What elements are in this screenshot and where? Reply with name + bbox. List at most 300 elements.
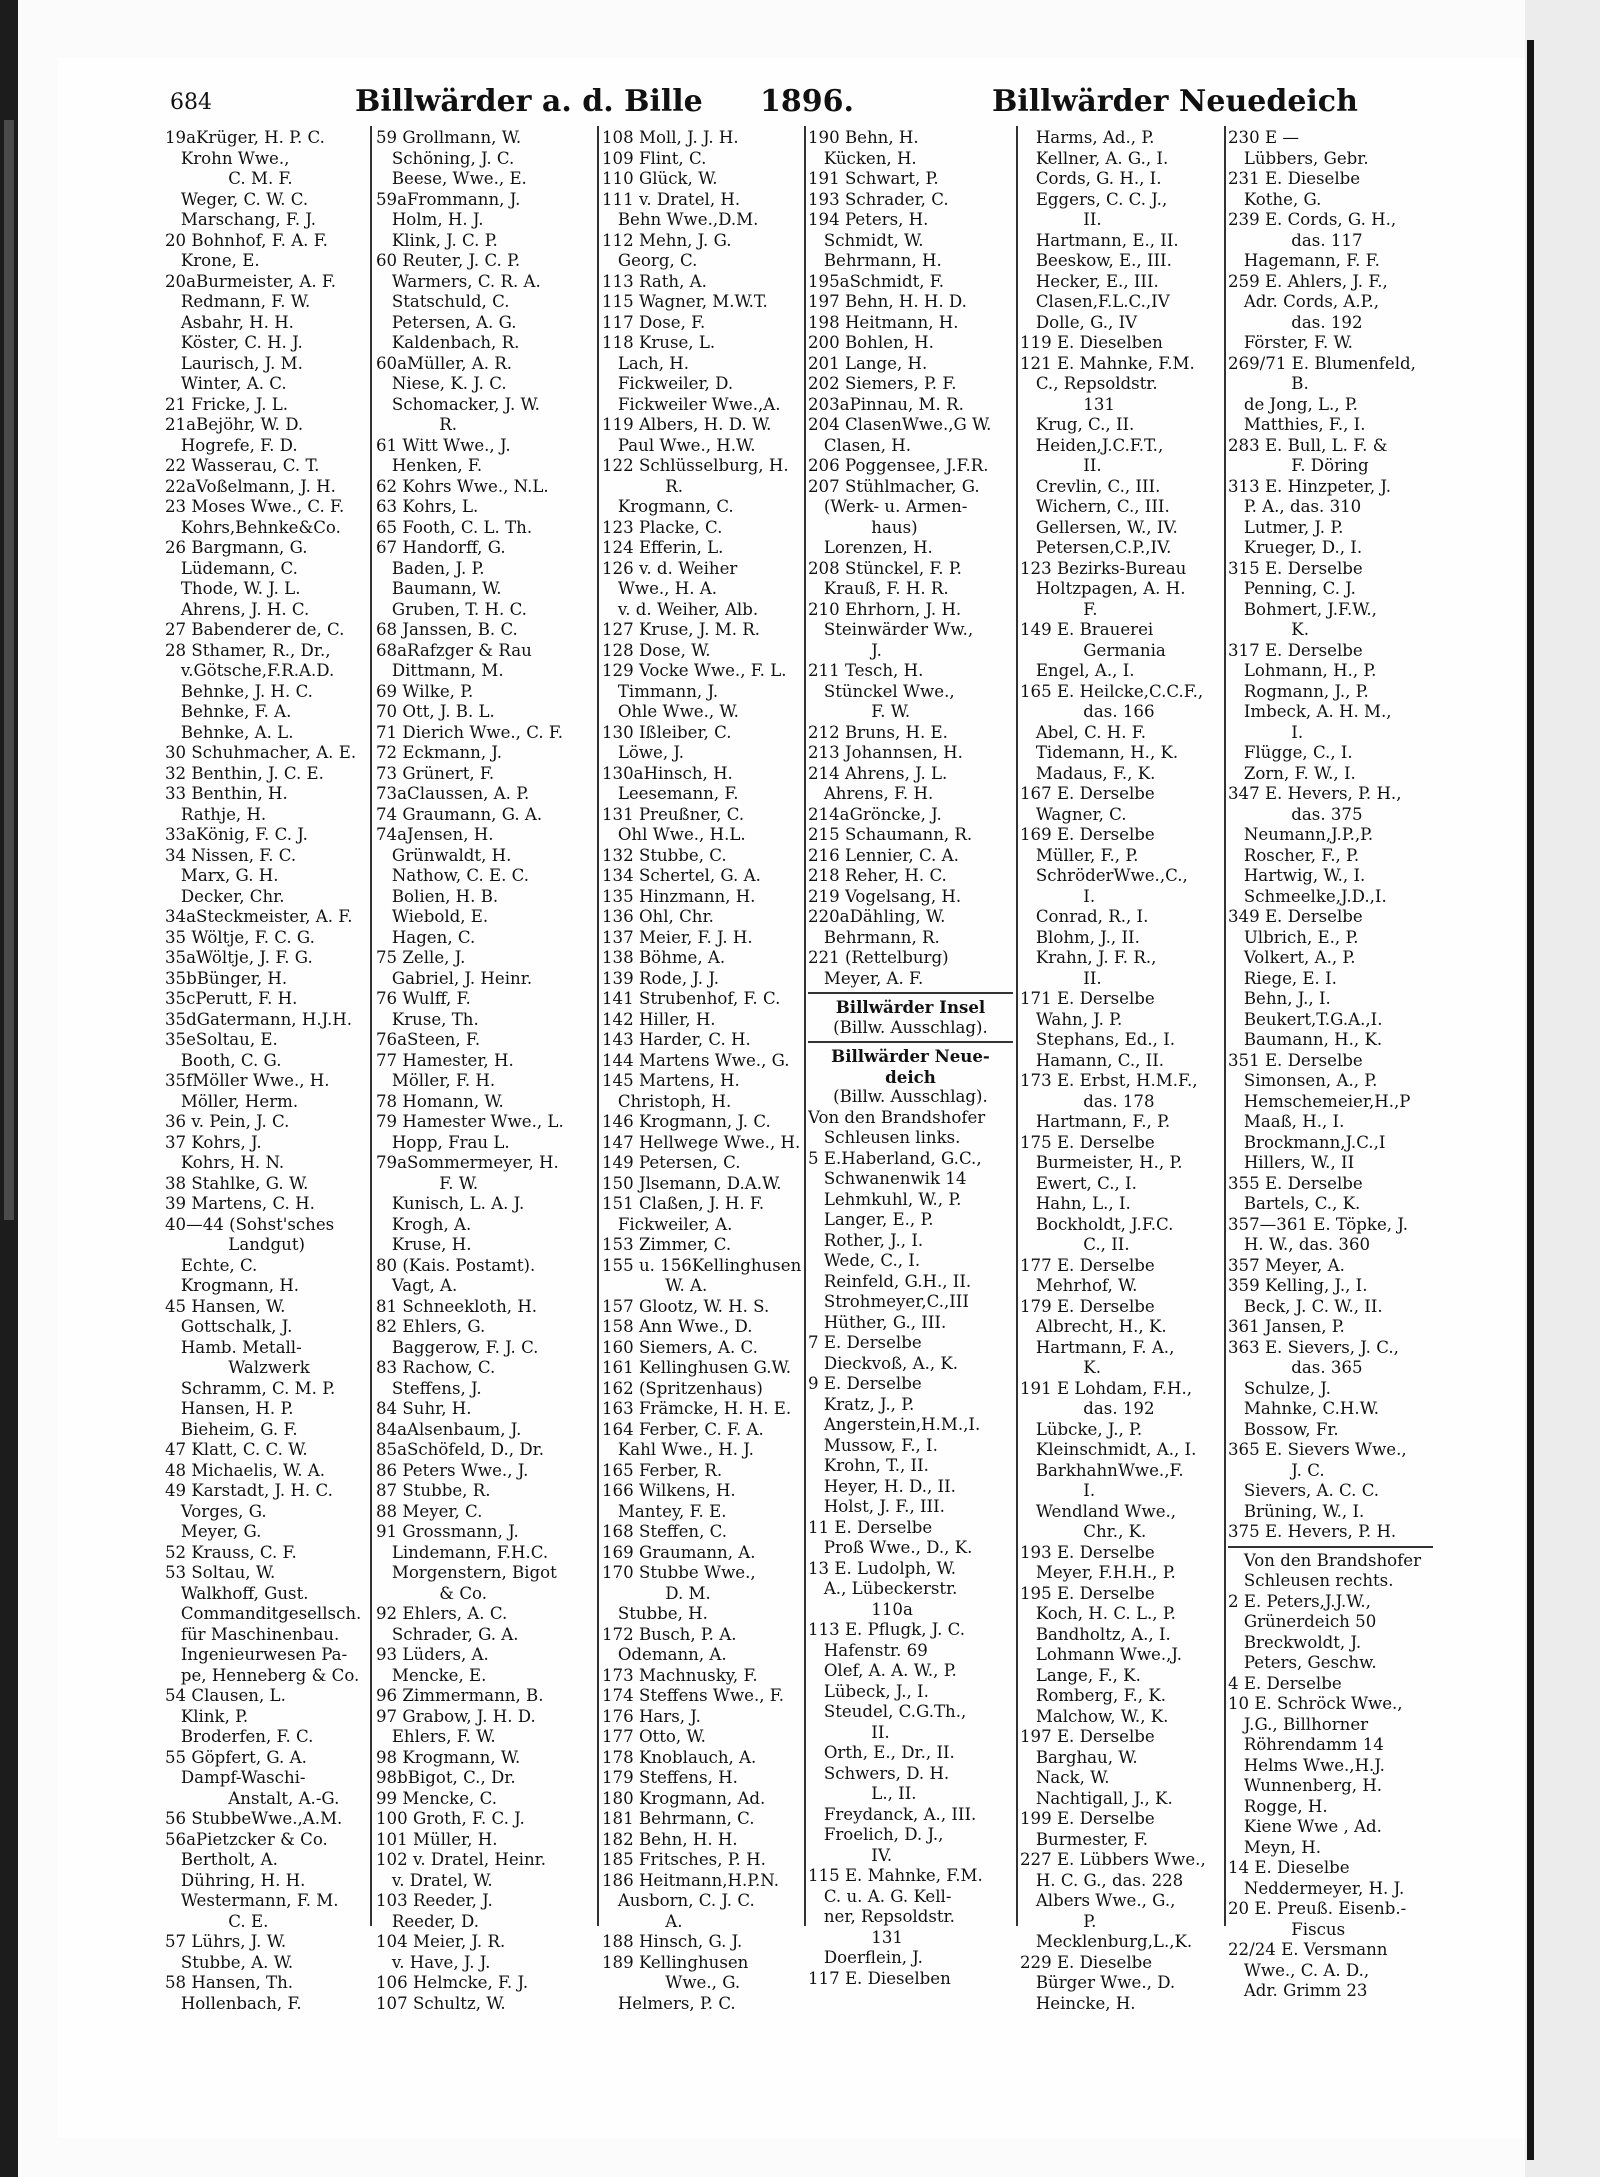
directory-entry: 160 Siemers, A. C. — [602, 1337, 758, 1357]
section-rule — [1228, 1546, 1433, 1548]
directory-entry: Bertholt, A. — [165, 1850, 278, 1869]
column-divider — [597, 126, 599, 1926]
directory-entry: 131 — [808, 1927, 903, 1947]
directory-entry: Proß Wwe., D., K. — [808, 1538, 973, 1557]
directory-entry: 161 Kellinghusen G.W. — [602, 1358, 791, 1377]
directory-entry: Wwe., H. A. — [602, 579, 718, 598]
directory-entry: 122 Schlüsselburg, H. — [602, 456, 789, 475]
directory-entry: 201 Lange, H. — [808, 353, 928, 373]
directory-entry: Hüther, G., III. — [808, 1312, 947, 1332]
directory-entry: Löwe, J. — [602, 743, 685, 762]
directory-entry: 185 Fritsches, P. H. — [602, 1850, 766, 1869]
directory-entry: Hansen, H. P. — [165, 1399, 294, 1418]
directory-entry: 22/24 E. Versmann — [1228, 1940, 1388, 1959]
directory-entry: 173 E. Erbst, H.M.F., — [1020, 1071, 1198, 1090]
directory-entry: 118 Kruse, L. — [602, 333, 716, 352]
directory-entry: Kruse, Th. — [376, 1009, 479, 1029]
directory-entry: Marx, G. H. — [165, 866, 279, 885]
directory-entry: 69 Wilke, P. — [376, 681, 474, 701]
directory-entry: Roscher, F., P. — [1228, 845, 1360, 865]
directory-entry: Reinfeld, G.H., II. — [808, 1271, 972, 1291]
directory-entry: Wwe., C. A. D., — [1228, 1960, 1370, 1980]
directory-entry: Hartwig, W., I. — [1228, 866, 1366, 885]
section-subtitle: (Billw. Ausschlag). — [833, 1087, 988, 1106]
directory-entry: Gottschalk, J. — [165, 1317, 293, 1336]
directory-entry: Baumann, H., K. — [1228, 1030, 1383, 1049]
directory-entry: 153 Zimmer, C. — [602, 1235, 732, 1254]
directory-entry: Commanditgesellsch. — [165, 1604, 362, 1623]
directory-entry: Mencke, E. — [376, 1665, 487, 1685]
directory-entry: Ohle Wwe., W. — [602, 702, 739, 721]
directory-entry: Grünwaldt, H. — [376, 845, 512, 865]
directory-entry: 98 Krogmann, W. — [376, 1747, 521, 1767]
directory-entry: W. A. — [602, 1276, 708, 1295]
directory-entry: Kratz, J., P. — [808, 1394, 915, 1414]
directory-entry: Meyer, A. F. — [808, 968, 924, 988]
directory-entry: Stünckel Wwe., — [808, 681, 955, 701]
directory-entry: Behn Wwe.,D.M. — [602, 210, 759, 229]
directory-entry: 210 Ehrhorn, J. H. — [808, 599, 962, 619]
directory-entry: Holst, J. F., III. — [808, 1497, 945, 1516]
directory-entry: II. — [1020, 210, 1102, 229]
directory-entry: 35aWöltje, J. F. G. — [165, 948, 313, 967]
directory-entry: 123 Placke, C. — [602, 517, 723, 537]
directory-entry: Ahrens, J. H. C. — [165, 599, 310, 619]
directory-entry: 32 Benthin, J. C. E. — [165, 763, 324, 783]
directory-entry: 317 E. Derselbe — [1228, 640, 1363, 660]
directory-entry: Gruben, T. H. C. — [376, 599, 527, 619]
directory-entry: Behnke, J. H. C. — [165, 681, 313, 701]
directory-entry: Adr. Grimm 23 — [1228, 1981, 1368, 2000]
directory-entry: 145 Martens, H. — [602, 1071, 740, 1090]
right-running-title: Billwärder Neuedeich — [992, 84, 1358, 119]
directory-entry: Conrad, R., I. — [1020, 907, 1149, 926]
directory-entry: Lehmkuhl, W., P. — [808, 1189, 962, 1209]
directory-entry: haus) — [808, 517, 918, 537]
directory-entry: 191 E Lohdam, F.H., — [1020, 1378, 1193, 1398]
directory-entry: 171 E. Derselbe — [1020, 989, 1155, 1008]
directory-entry: 106 Helmcke, F. J. — [376, 1973, 529, 1992]
directory-entry: I. — [1228, 722, 1304, 742]
directory-entry: Krogh, A. — [376, 1214, 472, 1234]
directory-entry: BarkhahnWwe.,F. — [1020, 1460, 1184, 1480]
directory-entry: 91 Grossmann, J. — [376, 1522, 519, 1541]
directory-entry: Peters, Geschw. — [1228, 1653, 1377, 1672]
directory-entry: 121 E. Mahnke, F.M. — [1020, 353, 1195, 373]
directory-entry: Hopp, Frau L. — [376, 1132, 510, 1152]
directory-entry: 206 Poggensee, J.F.R. — [808, 456, 989, 475]
directory-entry: Wahn, J. P. — [1020, 1009, 1123, 1029]
directory-entry: 76aSteen, F. — [376, 1030, 481, 1049]
directory-entry: Wagner, C. — [1020, 804, 1127, 824]
directory-entry: Helms Wwe.,H.J. — [1228, 1755, 1385, 1775]
directory-entry: Marschang, F. J. — [165, 210, 317, 229]
directory-entry: I. — [1020, 886, 1096, 906]
directory-entry: 55 Göpfert, G. A. — [165, 1747, 307, 1767]
directory-entry: Orth, E., Dr., II. — [808, 1743, 955, 1762]
directory-entry: 48 Michaelis, W. A. — [165, 1460, 326, 1480]
directory-entry: Bolien, H. B. — [376, 886, 499, 906]
directory-entry: Hafenstr. 69 — [808, 1640, 928, 1660]
directory-entry: 79aSommermeyer, H. — [376, 1153, 559, 1172]
directory-entry: 195aSchmidt, F. — [808, 271, 944, 291]
directory-entry: 188 Hinsch, G. J. — [602, 1932, 743, 1951]
directory-entry: J.G., Billhorner — [1228, 1714, 1369, 1734]
directory-entry: Meyer, F.H.H., P. — [1020, 1563, 1176, 1582]
directory-entry: 132 Stubbe, C. — [602, 845, 727, 865]
directory-entry: Statschuld, C. — [376, 292, 510, 311]
directory-entry: 166 Wilkens, H. — [602, 1481, 736, 1500]
directory-entry: 60aMüller, A. R. — [376, 353, 513, 373]
directory-entry: Beeskow, E., III. — [1020, 251, 1172, 270]
directory-entry: Mantey, F. E. — [602, 1501, 727, 1521]
directory-entry: Doerflein, J. — [808, 1948, 923, 1967]
directory-entry: 11 E. Derselbe — [808, 1517, 933, 1537]
adjacent-page-strip — [1525, 0, 1600, 2177]
directory-entry: Hemschemeier,H.,P — [1228, 1091, 1411, 1111]
directory-entry: Chr., K. — [1020, 1522, 1147, 1541]
directory-entry: Weger, C. W. C. — [165, 189, 309, 209]
directory-entry: Lange, F., K. — [1020, 1665, 1141, 1685]
directory-entry: Stubbe, A. W. — [165, 1952, 294, 1972]
directory-entry: 164 Ferber, C. F. A. — [602, 1419, 764, 1439]
directory-entry: Albrecht, H., K. — [1020, 1317, 1167, 1336]
directory-entry: F. W. — [376, 1173, 479, 1193]
directory-entry: 180 Krogmann, Ad. — [602, 1788, 766, 1808]
directory-entry: 28 Sthamer, R., Dr., — [165, 640, 331, 660]
directory-entry: 313 E. Hinzpeter, J. — [1228, 476, 1392, 496]
directory-entry: 35dGatermann, H.J.H. — [165, 1009, 352, 1029]
directory-entry: 142 Hiller, H. — [602, 1009, 716, 1029]
directory-entry: 130 Ißleiber, C. — [602, 722, 732, 742]
directory-entry: 146 Krogmann, J. C. — [602, 1112, 771, 1131]
directory-entry: 101 Müller, H. — [376, 1829, 498, 1849]
directory-entry: 123 Bezirks-Bureau — [1020, 558, 1187, 578]
directory-entry: Matthies, F., I. — [1228, 415, 1366, 434]
directory-entry: Lutmer, J. P. — [1228, 517, 1344, 537]
directory-entry: 158 Ann Wwe., D. — [602, 1317, 753, 1336]
directory-entry: Kiene Wwe , Ad. — [1228, 1817, 1382, 1836]
directory-entry: Olef, A. A. W., P. — [808, 1661, 957, 1680]
directory-entry: Krogmann, H. — [165, 1276, 300, 1295]
directory-entry: 52 Krauss, C. F. — [165, 1542, 297, 1562]
directory-entry: 155 u. 156Kellinghusen — [602, 1255, 802, 1275]
directory-entry: Westermann, F. M. — [165, 1891, 339, 1910]
directory-entry: Lübeck, J., I. — [808, 1681, 929, 1701]
directory-entry: Wunnenberg, H. — [1228, 1776, 1383, 1795]
section-title: Billwärder Neue- — [831, 1046, 990, 1066]
directory-entry: 59aFrommann, J. — [376, 189, 521, 209]
directory-entry: 56 StubbeWwe.,A.M. — [165, 1809, 343, 1828]
directory-entry: 204 ClasenWwe.,G W. — [808, 415, 992, 434]
directory-entry: 149 Petersen, C. — [602, 1153, 741, 1172]
directory-entry: 231 E. Dieselbe — [1228, 169, 1361, 188]
directory-entry: P. — [1020, 1911, 1097, 1931]
directory-entry: 71 Dierich Wwe., C. F. — [376, 722, 564, 742]
directory-entry: Lübbers, Gebr. — [1228, 148, 1369, 168]
directory-entry: Rogge, H. — [1228, 1796, 1328, 1816]
directory-entry: Krogmann, C. — [602, 497, 734, 516]
directory-entry: 87 Stubbe, R. — [376, 1481, 491, 1500]
directory-entry: 193 E. Derselbe — [1020, 1542, 1155, 1562]
directory-entry: 220aDähling, W. — [808, 907, 946, 926]
directory-entry: für Maschinenbau. — [165, 1624, 340, 1644]
directory-entry: 131 Preußner, C. — [602, 804, 745, 824]
directory-entry: 119 Albers, H. D. W. — [602, 415, 772, 434]
directory-entry: Simonsen, A., P. — [1228, 1071, 1378, 1090]
directory-entry: Wwe., G. — [602, 1973, 741, 1992]
directory-entry: 2 E. Peters,J.J.W., — [1228, 1591, 1371, 1611]
directory-entry: 110 Glück, W. — [602, 169, 718, 188]
year-label: 1896. — [760, 84, 854, 119]
directory-entry: Bürger Wwe., D. — [1020, 1973, 1176, 1992]
directory-entry: 198 Heitmann, H. — [808, 312, 959, 332]
directory-entry: 227 E. Lübbers Wwe., — [1020, 1850, 1206, 1869]
directory-entry: 86 Peters Wwe., J. — [376, 1460, 529, 1480]
directory-entry: Baggerow, F. J. C. — [376, 1337, 539, 1357]
directory-entry: 195 E. Derselbe — [1020, 1583, 1155, 1603]
directory-entry: Kleinschmidt, A., I. — [1020, 1440, 1197, 1459]
directory-entry: Brockmann,J.C.,I — [1228, 1132, 1386, 1152]
directory-entry: Steudel, C.G.Th., — [808, 1702, 967, 1721]
directory-entry: 113 E. Pflugk, J. C. — [808, 1620, 966, 1639]
directory-entry: 169 E. Derselbe — [1020, 825, 1155, 844]
directory-entry: C., Repsoldstr. — [1020, 374, 1158, 393]
directory-entry: 259 E. Ahlers, J. F., — [1228, 271, 1388, 291]
directory-entry: 57 Lührs, J. W. — [165, 1932, 287, 1951]
directory-entry: 173 Machnusky, F. — [602, 1665, 758, 1685]
directory-entry: Möller, Herm. — [165, 1091, 299, 1111]
column-divider — [1224, 126, 1226, 1926]
directory-entry: 75 Zelle, J. — [376, 948, 466, 967]
directory-entry: 347 E. Hevers, P. H., — [1228, 784, 1402, 803]
directory-entry: Langer, E., P. — [808, 1210, 934, 1229]
directory-entry: 61 Witt Wwe., J. — [376, 435, 511, 455]
directory-entry: Schöning, J. C. — [376, 148, 515, 168]
directory-entry: Georg, C. — [602, 251, 698, 270]
directory-entry: Angerstein,H.M.,I. — [808, 1415, 981, 1434]
directory-entry: Von den Brandshofer — [1228, 1550, 1422, 1570]
directory-entry: Koch, H. C. L., P. — [1020, 1604, 1176, 1623]
directory-entry: 194 Peters, H. — [808, 210, 929, 229]
directory-entry: Hagen, C. — [376, 927, 476, 947]
directory-entry: 23 Moses Wwe., C. F. — [165, 497, 345, 516]
directory-entry: Adr. Cords, A.P., — [1228, 292, 1380, 311]
directory-entry: Lohmann, H., P. — [1228, 661, 1377, 680]
directory-entry: v. Have, J. J. — [376, 1952, 491, 1972]
directory-entry: 36 v. Pein, J. C. — [165, 1112, 290, 1131]
directory-entry: 165 Ferber, R. — [602, 1460, 723, 1480]
directory-entry: 74 Graumann, G. A. — [376, 804, 543, 824]
directory-entry: Asbahr, H. H. — [165, 312, 294, 332]
directory-entry: Booth, C. G. — [165, 1050, 282, 1070]
column-6 — [1228, 128, 1433, 2000]
directory-entry: Schrader, G. A. — [376, 1624, 519, 1644]
directory-entry: 197 E. Derselbe — [1020, 1727, 1155, 1746]
directory-entry: Burmeister, H., P. — [1020, 1153, 1183, 1172]
directory-entry: Kahl Wwe., H. J. — [602, 1440, 754, 1459]
directory-entry: 200 Bohlen, H. — [808, 333, 934, 352]
section-rule — [808, 1041, 1013, 1043]
directory-entry: 54 Clausen, L. — [165, 1686, 286, 1705]
directory-entry: Kellner, A. G., I. — [1020, 148, 1169, 168]
directory-entry: Christoph, H. — [602, 1091, 732, 1111]
directory-entry: 216 Lennier, C. A. — [808, 845, 959, 865]
directory-entry: pe, Henneberg & Co. — [165, 1665, 360, 1685]
directory-entry: 239 E. Cords, G. H., — [1228, 210, 1397, 229]
directory-entry: 70 Ott, J. B. L. — [376, 702, 495, 721]
directory-entry: 197 Behn, H. H. D. — [808, 292, 967, 311]
directory-entry: Bieheim, G. F. — [165, 1419, 298, 1439]
column-divider — [804, 126, 806, 1926]
directory-entry: das. 375 — [1228, 804, 1363, 824]
directory-entry: 147 Hellwege Wwe., H. — [602, 1132, 801, 1152]
directory-entry: Walkhoff, Gust. — [165, 1583, 309, 1603]
directory-entry: Krohn, T., II. — [808, 1456, 929, 1475]
directory-entry: Lach, H. — [602, 353, 690, 373]
directory-entry: 19aKrüger, H. P. C. — [165, 128, 325, 147]
directory-entry: 117 Dose, F. — [602, 312, 706, 332]
directory-entry: 181 Behrmann, C. — [602, 1809, 755, 1828]
directory-entry: & Co. — [376, 1583, 488, 1603]
directory-entry: 9 E. Derselbe — [808, 1374, 922, 1393]
directory-entry: 124 Efferin, L. — [602, 538, 724, 557]
section-subtitle: (Billw. Ausschlag). — [833, 1017, 988, 1037]
directory-entry: 37 Kohrs, J. — [165, 1132, 262, 1152]
directory-entry: 22 Wasserau, C. T. — [165, 456, 320, 475]
directory-entry: 169 Graumann, A. — [602, 1542, 756, 1562]
directory-entry: 182 Behn, H. H. — [602, 1829, 738, 1849]
directory-entry: das. 117 — [1228, 230, 1363, 250]
directory-entry: Krauß, F. H. R. — [808, 579, 949, 598]
directory-entry: 375 E. Hevers, P. H. — [1228, 1522, 1397, 1541]
directory-entry: 162 (Spritzenhaus) — [602, 1378, 763, 1398]
directory-entry: Hartmann, F., P. — [1020, 1112, 1171, 1131]
directory-entry: Steinwärder Ww., — [808, 620, 974, 639]
directory-entry: Behn, J., I. — [1228, 989, 1331, 1008]
directory-entry: 141 Strubenhof, F. C. — [602, 989, 781, 1008]
directory-entry: 359 Kelling, J., I. — [1228, 1276, 1368, 1295]
directory-entry: das. 192 — [1228, 312, 1363, 332]
directory-entry: H. C. G., das. 228 — [1020, 1870, 1184, 1890]
directory-entry: Hartmann, F. A., — [1020, 1337, 1175, 1357]
directory-entry: Burmester, F. — [1020, 1829, 1149, 1849]
directory-entry: 60 Reuter, J. C. P. — [376, 251, 521, 270]
directory-entry: 10 E. Schröck Wwe., — [1228, 1694, 1403, 1713]
directory-entry: Behnke, F. A. — [165, 702, 292, 721]
directory-entry: 170 Stubbe Wwe., — [602, 1563, 756, 1582]
directory-entry: Anstalt, A.-G. — [165, 1788, 340, 1808]
directory-entry: 135 Hinzmann, H. — [602, 886, 756, 906]
column-5 — [1020, 128, 1220, 2013]
directory-entry: I. — [1020, 1481, 1096, 1500]
directory-entry: Penning, C. J. — [1228, 579, 1356, 598]
directory-entry: 68 Janssen, B. C. — [376, 620, 518, 639]
directory-entry: Abel, C. H. F. — [1020, 722, 1146, 742]
directory-entry: Ulbrich, E., P. — [1228, 927, 1359, 947]
directory-entry: Morgenstern, Bigot — [376, 1563, 557, 1582]
directory-entry: Lüdemann, C. — [165, 558, 298, 578]
directory-entry: 72 Eckmann, J. — [376, 743, 503, 762]
directory-entry: 193 Schrader, C. — [808, 189, 949, 209]
directory-entry: 139 Rode, J. J. — [602, 968, 719, 988]
directory-entry: Barghau, W. — [1020, 1747, 1138, 1767]
directory-entry: Hagemann, F. F. — [1228, 251, 1380, 270]
column-1 — [165, 128, 365, 2013]
directory-entry: 363 E. Sievers, J. C., — [1228, 1337, 1399, 1357]
directory-entry: Brüning, W., I. — [1228, 1501, 1365, 1521]
directory-entry: 58 Hansen, Th. — [165, 1973, 294, 1992]
directory-entry: 361 Jansen, P. — [1228, 1317, 1345, 1336]
directory-entry: Crevlin, C., III. — [1020, 476, 1161, 496]
directory-entry: Ewert, C., I. — [1020, 1173, 1137, 1193]
directory-entry: Kücken, H. — [808, 148, 917, 168]
directory-entry: II. — [808, 1722, 890, 1742]
left-running-title: Billwärder a. d. Bille — [355, 84, 703, 119]
directory-entry: 357 Meyer, A. — [1228, 1255, 1345, 1275]
directory-entry: Hollenbach, F. — [165, 1993, 302, 2013]
directory-entry: Leesemann, F. — [602, 784, 739, 803]
directory-entry: 179 Steffens, H. — [602, 1768, 738, 1787]
directory-entry: 199 E. Derselbe — [1020, 1809, 1155, 1828]
directory-entry: 203aPinnau, M. R. — [808, 394, 964, 414]
directory-entry: 221 (Rettelburg) — [808, 948, 949, 967]
directory-entry: 230 E — — [1228, 128, 1299, 147]
directory-entry: Dühring, H. H. — [165, 1870, 306, 1890]
directory-entry: 40—44 (Sohst'sches — [165, 1214, 335, 1234]
directory-entry: 167 E. Derselbe — [1020, 784, 1155, 803]
directory-entry: 144 Martens Wwe., G. — [602, 1050, 790, 1070]
directory-entry: 115 E. Mahnke, F.M. — [808, 1866, 983, 1885]
directory-entry: 34 Nissen, F. C. — [165, 845, 297, 865]
directory-entry: Fiscus — [1228, 1919, 1346, 1939]
directory-entry: 78 Homann, W. — [376, 1091, 504, 1111]
directory-entry: 110a — [808, 1599, 913, 1619]
directory-entry: Petersen,C.P.,IV. — [1020, 538, 1172, 557]
directory-entry: 136 Ohl, Chr. — [602, 907, 714, 926]
directory-entry: Mussow, F., I. — [808, 1435, 938, 1455]
directory-entry: Cords, G. H., I. — [1020, 169, 1162, 188]
directory-entry: 365 E. Sievers Wwe., — [1228, 1440, 1407, 1459]
directory-entry: Neumann,J.P.,P. — [1228, 825, 1374, 844]
directory-entry: v. Dratel, W. — [376, 1870, 493, 1890]
directory-entry: 47 Klatt, C. C. W. — [165, 1440, 308, 1459]
directory-entry: das. 365 — [1228, 1358, 1363, 1377]
directory-entry: Krohn Wwe., — [165, 148, 290, 168]
directory-entry: 92 Ehlers, A. C. — [376, 1604, 508, 1623]
directory-entry: 129 Vocke Wwe., F. L. — [602, 661, 787, 680]
directory-entry: Broderfen, F. C. — [165, 1727, 314, 1746]
directory-entry: Beese, Wwe., E. — [376, 169, 527, 188]
directory-entry: 126 v. d. Weiher — [602, 558, 738, 578]
directory-entry: Gellersen, W., IV. — [1020, 517, 1178, 537]
directory-entry: Möller, F. H. — [376, 1071, 496, 1090]
directory-entry: Schulze, J. — [1228, 1378, 1331, 1398]
directory-entry: Krug, C., II. — [1020, 415, 1135, 434]
directory-entry: 97 Grabow, J. H. D. — [376, 1706, 536, 1726]
directory-entry: 149 E. Brauerei — [1020, 620, 1154, 639]
directory-entry: Flügge, C., I. — [1228, 743, 1353, 762]
directory-entry: Hamb. Metall- — [165, 1337, 302, 1357]
directory-entry: 84aAlsenbaum, J. — [376, 1419, 522, 1439]
directory-entry: 104 Meier, J. R. — [376, 1932, 506, 1951]
directory-entry: Kaldenbach, R. — [376, 333, 520, 352]
directory-entry: Müller, F., P. — [1020, 845, 1139, 865]
directory-entry: 131 — [1020, 394, 1115, 414]
directory-entry: Mecklenburg,L.,K. — [1020, 1932, 1193, 1951]
column-4 — [808, 128, 1013, 1988]
directory-entry: 79 Hamester Wwe., L. — [376, 1112, 564, 1131]
